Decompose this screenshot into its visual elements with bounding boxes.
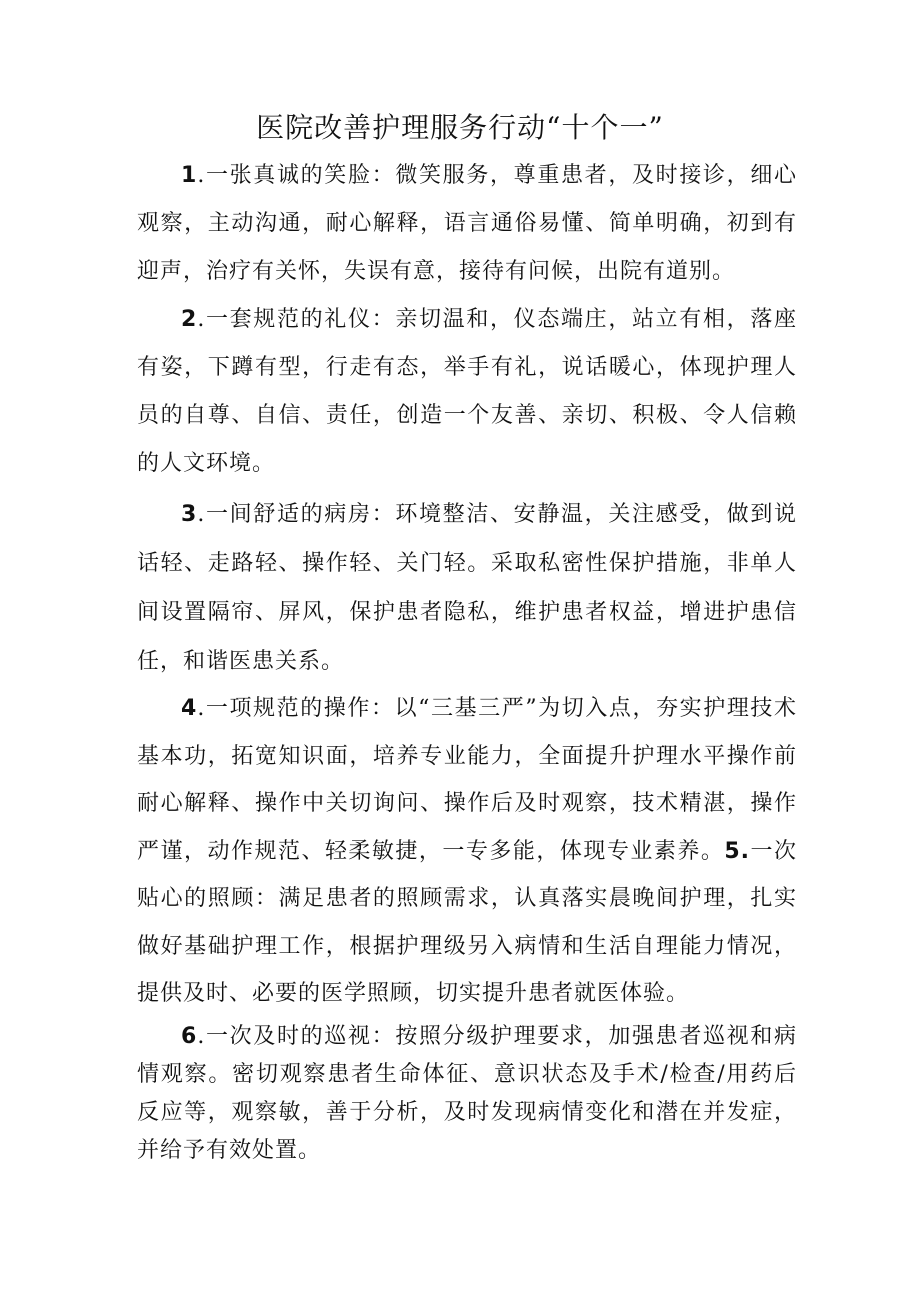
item-4-text: .一项规范的操作：以“三基三严”为切入点，夯实护理技术基本功，拓宽知识面，培养专业能力，全面提升护理水平操作前耐心解释、操作中关切询问、操作后及时观察，技术精湛，操作严谨，动作规范、轻柔敏捷，一专多能，体现专业素养。 — [137, 696, 797, 864]
item-3-text: .一间舒适的病房：环境整洁、安静温，关注感受，做到说话轻、走路轻、操作轻、关门轻。采取私密性保护措施，非单人间设置隔帘、屏风，保护患者隐私，维护患者权益，增进护患信任，和谐医患关系。 — [137, 502, 797, 674]
item-4-number: 4 — [181, 696, 198, 721]
item-5-text: 一次贴心的照顾：满足患者的照顾需求，认真落实晨晚间护理，扎实做好基础护理工作，根据护理级另入病情和生活自理能力情况，提供及时、必要的医学照顾，切实提升患者就医体验。 — [137, 838, 797, 1006]
item-1-text: .一张真诚的笑脸：微笑服务，尊重患者，及时接诊，细心观察，主动沟通，耐心解释，语言通俗易懂、简单明确，初到有迎声，治疗有关怀，失误有意，接待有问候，出院有道别。 — [137, 163, 797, 284]
item-1-paragraph — [137, 152, 797, 296]
item-6-text: .一次及时的巡视：按照分级护理要求，加强患者巡视和病情观察。密切观察患者生命体征、意识状态及手术/检查/用药后反应等，观察敏，善于分析，及时发现病情变化和潜在并发症，并给予有效处置。 — [137, 1024, 797, 1163]
item-2-number: 2 — [181, 307, 198, 332]
document-title: 医院改善护理服务行动“十个一” — [256, 111, 664, 144]
item-2-text: .一套规范的礼仪：亲切温和，仪态端庄，站立有相，落座有姿，下蹲有型，行走有态，举手有礼，说话暖心，体现护理人员的自尊、自信、责任，创造一个友善、亲切、积极、令人信赖的人文环境。 — [137, 307, 797, 476]
item-6-paragraph — [137, 1018, 797, 1170]
item-3-paragraph — [137, 490, 797, 686]
item-3-number: 3 — [181, 502, 198, 527]
item-2-paragraph — [137, 296, 797, 488]
item-6-number: 6 — [181, 1024, 198, 1049]
item-1-number: 1 — [181, 163, 198, 188]
item-5-number: 5. — [724, 838, 750, 864]
item-4-paragraph — [137, 685, 797, 1018]
